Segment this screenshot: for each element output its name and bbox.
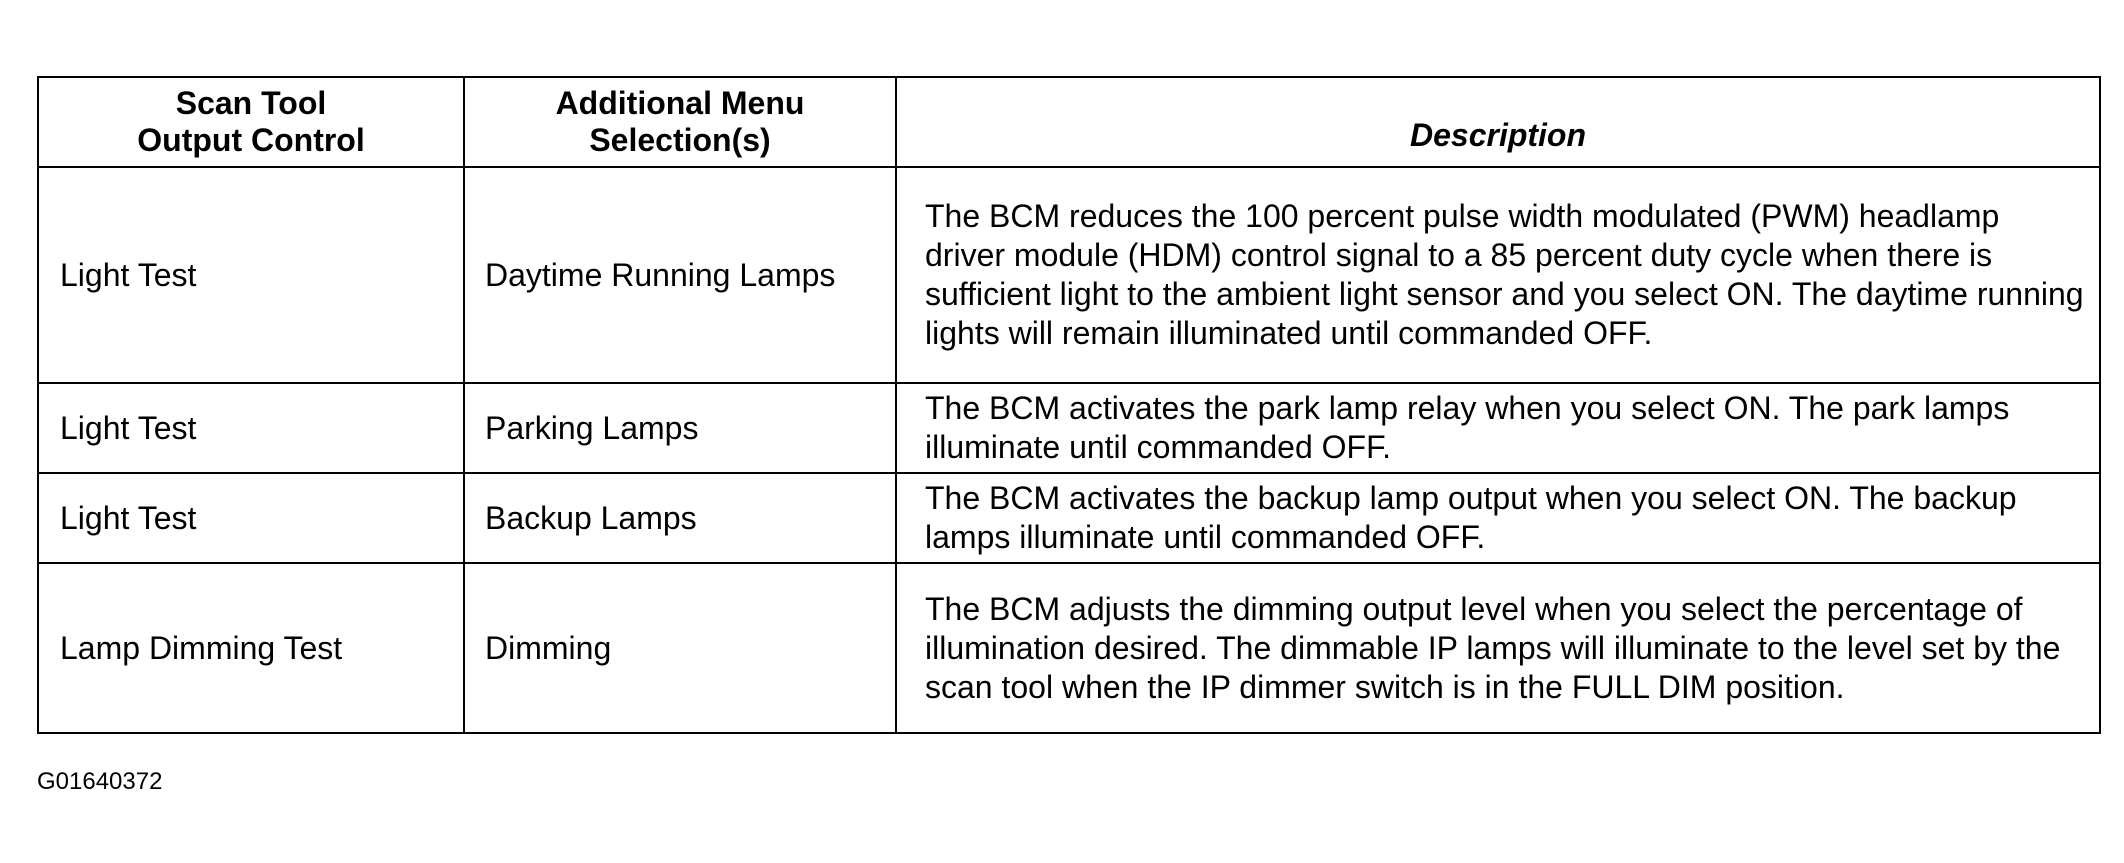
figure-id: G01640372 <box>37 768 163 795</box>
cell-output-control: Light Test <box>38 167 464 383</box>
cell-description: The BCM activates the backup lamp output when you select ON. The backup lamps illuminate until commanded OFF. <box>896 473 2100 563</box>
cell-description: The BCM activates the park lamp relay when you select ON. The park lamps illuminate until commanded OFF. <box>896 383 2100 473</box>
cell-menu-selection: Backup Lamps <box>464 473 896 563</box>
header-control-line2: Output Control <box>137 122 365 158</box>
cell-description: The BCM adjusts the dimming output level when you select the percentage of illumination desired. The dimmable IP lamps will illuminate to the level set by the scan tool when the IP dimmer switch is in the FULL DIM position. <box>896 563 2100 733</box>
cell-menu-selection: Daytime Running Lamps <box>464 167 896 383</box>
output-control-table <box>37 76 2101 734</box>
cell-output-control: Lamp Dimming Test <box>38 563 464 733</box>
header-description: Description <box>896 77 2100 167</box>
cell-menu-selection: Dimming <box>464 563 896 733</box>
table-row <box>38 473 2100 563</box>
table-header-row <box>38 77 2100 167</box>
cell-description: The BCM reduces the 100 percent pulse width modulated (PWM) headlamp driver module (HDM) control signal to a 85 percent duty cycle when there is sufficient light to the ambient light sensor and you select ON. The daytime running lights will remain illuminated until commanded OFF. <box>896 167 2100 383</box>
cell-menu-selection: Parking Lamps <box>464 383 896 473</box>
table-row <box>38 167 2100 383</box>
header-scan-tool-output-control <box>38 77 464 167</box>
header-control-line1: Scan Tool <box>175 85 327 121</box>
header-selection-line2: Selection(s) <box>589 122 771 158</box>
cell-output-control: Light Test <box>38 383 464 473</box>
header-additional-menu-selections <box>464 77 896 167</box>
cell-output-control: Light Test <box>38 473 464 563</box>
header-selection-line1: Additional Menu <box>555 85 805 121</box>
table-row <box>38 563 2100 733</box>
table-row <box>38 383 2100 473</box>
